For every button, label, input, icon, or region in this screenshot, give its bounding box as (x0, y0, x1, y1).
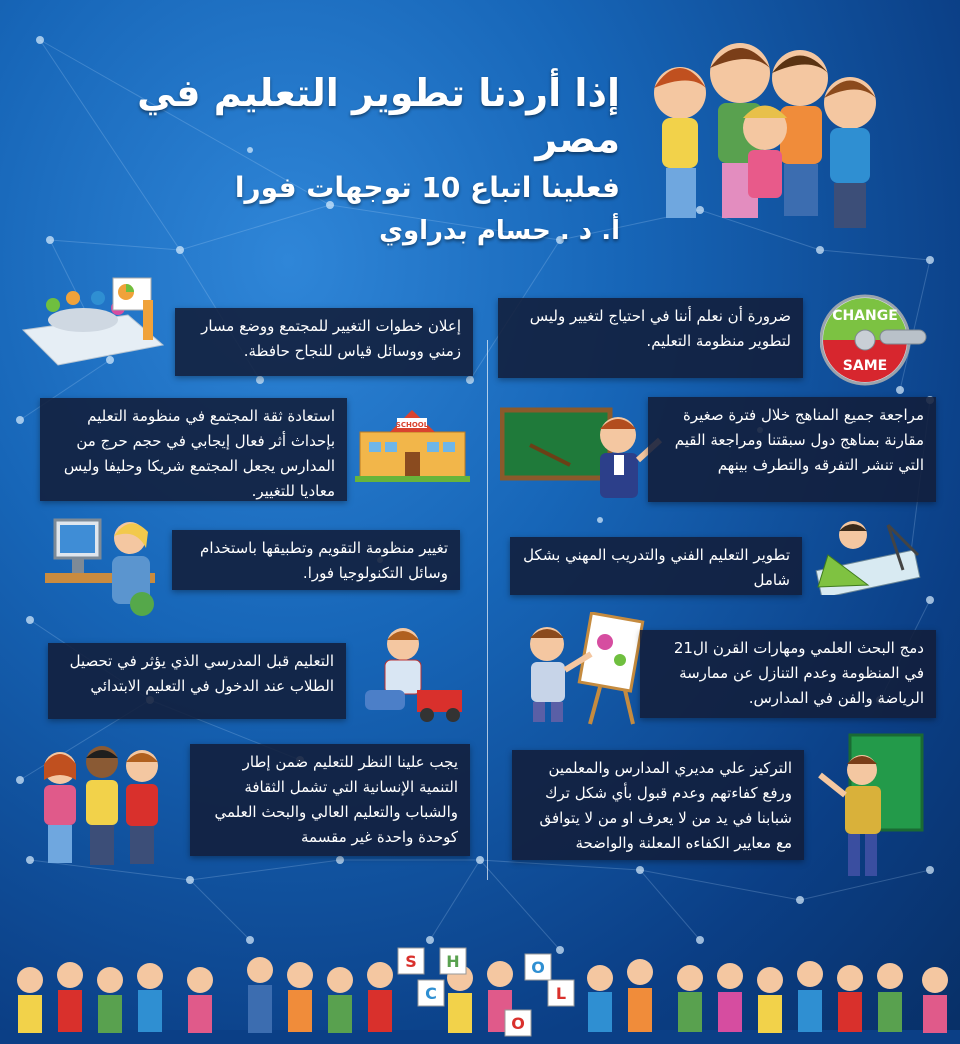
goal-text-7: استعادة ثقة المجتمع في منظومة التعليم بإحداث أثر فعال إيجابي في حجم حرج من المدارس يجعل المجتمع شريكا وحليفا وليس معاديا للتغيير. (63, 407, 335, 500)
school-building-illustration (355, 402, 470, 482)
goal-text-3: تطوير التعليم الفني والتدريب المهني بشكل شامل (523, 546, 790, 589)
title-block (100, 70, 620, 248)
goal-text-4: دمج البحث العلمي ومهارات القرن ال21 في المنظومة وعدم التنازل عن ممارسة الرياضة والفن في المدارس. (673, 639, 924, 707)
goal-text-1: ضرورة أن نعلم أننا في احتياج لتغيير وليس لتطوير منظومة التعليم. (529, 307, 791, 350)
footer-letter-h: H (446, 952, 460, 971)
goal-box-4 (640, 630, 936, 718)
goal-text-8: تغيير منظومة التقويم وتطبيقها باستخدام وسائل التكنولوجيا فورا. (200, 539, 448, 582)
school-label: SCHOOL (395, 421, 429, 429)
goal-box-1 (498, 298, 803, 378)
sign-change-label: CHANGE (832, 308, 898, 324)
kids-footer-illustration (0, 940, 960, 1044)
goal-box-10 (190, 744, 470, 856)
goal-box-7 (40, 398, 347, 501)
footer-letter-c: C (425, 984, 437, 1003)
author: أ. د . حسام بدراوي (379, 216, 620, 246)
goal-box-3 (510, 537, 802, 595)
teacher-chalkboard-illustration (500, 405, 670, 500)
goal-box-5 (512, 750, 804, 860)
goal-box-9 (48, 643, 346, 719)
goal-text-5: التركيز علي مديري المدارس والمعلمين ورفع كفاءتهم وعدم قبول بأي شكل ترك شبابنا في يد من لا يعرف او من لا يتوافق مع معايير الكفاءه المعلنة والواضحة (539, 759, 792, 852)
goal-text-6: إعلان خطوات التغيير للمجتمع ووضع مسار زمني ووسائل قياس للنجاح حافظة. (201, 317, 461, 360)
meeting-table-illustration (18, 270, 168, 370)
goal-text-9: التعليم قبل المدرسي الذي يؤثر في تحصيل الطلاب عند الدخول في التعليم الابتدائي (69, 652, 334, 695)
footer-letter-s: S (405, 952, 417, 971)
goal-box-2 (648, 397, 936, 502)
footer-letter-o2: O (531, 958, 545, 977)
teacher-greenboard-illustration (810, 730, 925, 880)
goal-box-8 (172, 530, 460, 590)
goal-text-10: يجب علينا النظر للتعليم ضمن إطار التنمية الإنسانية التي تشمل الثقافة والشباب والتعليم العالي والبحث العلمي كوحدة واحدة غير مقسمة (214, 753, 458, 846)
main-title: إذا أردنا تطوير التعليم في مصر (137, 71, 620, 161)
goal-text-2: مراجعة جميع المناهج خلال فترة صغيرة مقارنة بمناهج دول سبقتنا ومراجعة القيم التي تنشر التفرقه والتطرف بينهم (674, 406, 924, 474)
subtitle: فعلينا اتباع 10 توجهات فورا (234, 171, 620, 204)
goal-box-6 (175, 308, 473, 376)
kids-group-illustration (630, 18, 890, 240)
student-computer-illustration (40, 508, 170, 620)
engineer-drafting-illustration (808, 515, 930, 595)
footer-letter-l: L (555, 984, 567, 1003)
change-same-switch-illustration (820, 292, 930, 388)
child-toy-truck-illustration (355, 620, 470, 725)
sign-same-label: SAME (842, 358, 888, 374)
footer-letter-o1: O (511, 1014, 525, 1033)
three-kids-illustration (30, 740, 180, 870)
child-painting-illustration (505, 612, 645, 727)
column-divider (487, 340, 488, 880)
